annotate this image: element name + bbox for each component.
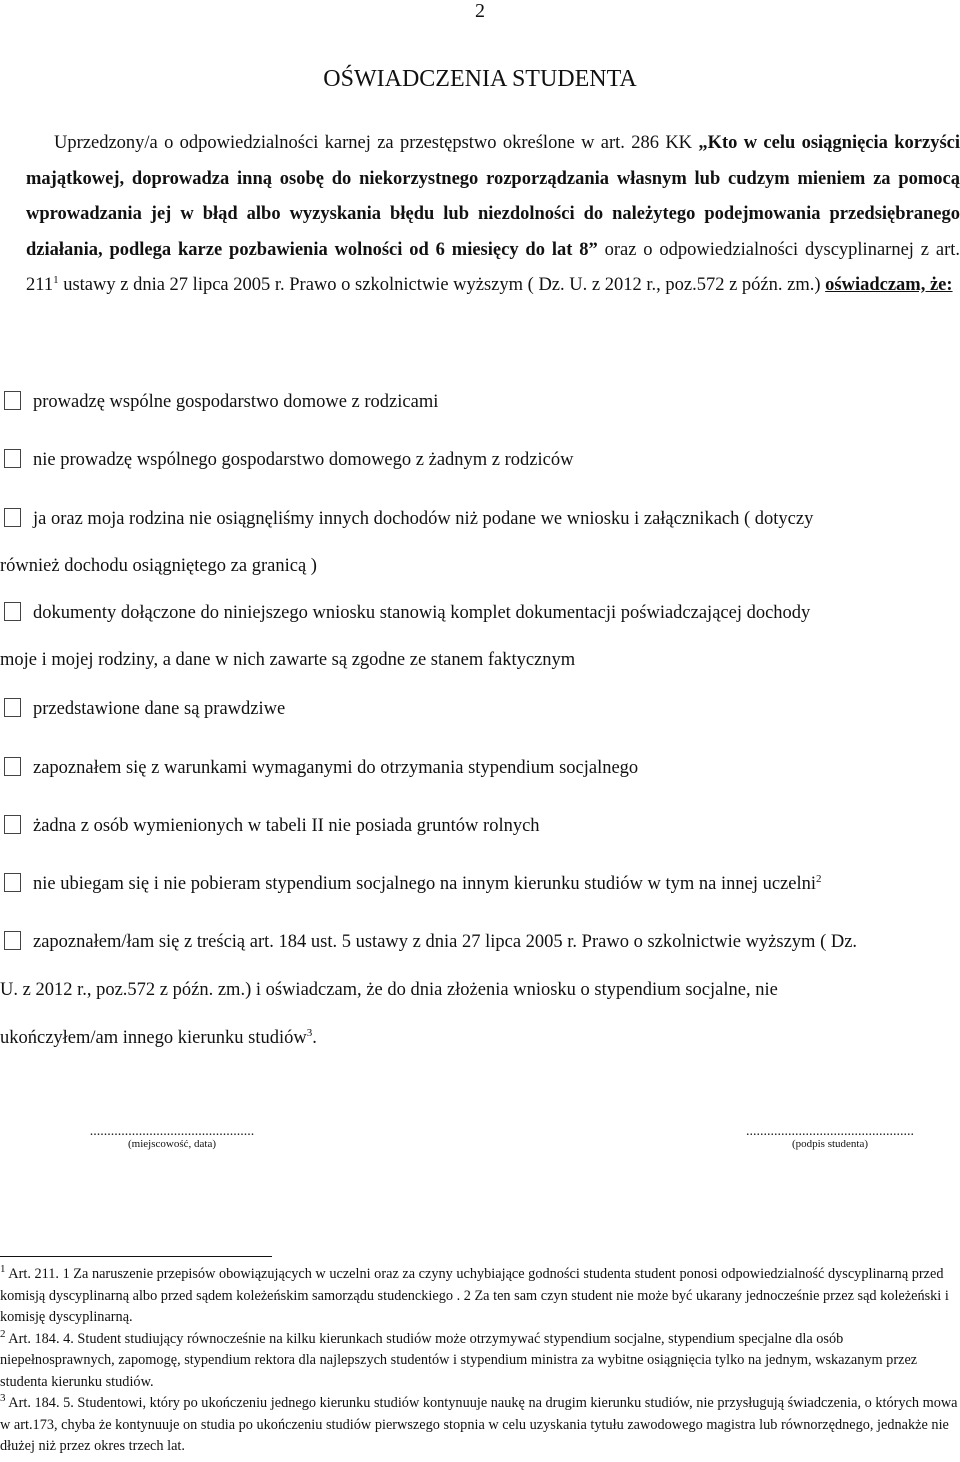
statement-item: [0, 918, 960, 1062]
statement-text-continued: U. z 2012 r., poz.572 z późn. zm.) i oświadczam, że do dnia złożenia wniosku o stypendium socjalne, nie: [0, 980, 778, 1000]
page-number: 2: [475, 0, 485, 22]
statement-item: [0, 685, 960, 733]
footnote-text: Art. 184. 5. Studentowi, który po ukończeniu jednego kierunku studiów kontynuuje naukę na drugim kierunku studiów, nie przysługują świadczenia, o których mowa w art.173, chyba że kontynuuje on studia po ukończeniu studiów pierwszego stopnia w celu uzyskania tytułu zawodowego magistra lub równorzędnego, jednakże nie dłużej niż przez okres trzech lat.: [0, 1395, 958, 1454]
statement-text: nie ubiegam się i nie pobieram stypendium socjalnego na innym kierunku studiów w tym na innej uczelni: [33, 874, 816, 894]
statement-checkbox[interactable]: [4, 391, 21, 410]
footnote-2: [0, 1329, 960, 1394]
statement-text: prowadzę wspólne gospodarstwo domowe z rodzicami: [33, 392, 439, 412]
statement-checkbox[interactable]: [4, 757, 21, 776]
intro-quote: „Kto w celu osiągnięcia korzyści majątkowej, doprowadza inną osobę do niekorzystnego rozporządzania własnym lub cudzym mieniem za pomocą wprowadzania jej w błąd albo wyzyskania błędu lub niezdolności do należytego podejmowania przedsiębranego działania, podlega karze pozbawienia wolności od 6 miesięcy do lat 8”: [26, 133, 960, 260]
footnote-number: 3: [0, 1392, 6, 1405]
page-title: OŚWIADCZENIA STUDENTA: [323, 66, 637, 92]
statement-text: nie prowadzę wspólnego gospodarstwo domowego z żadnym z rodziców: [33, 450, 574, 470]
statement-text-continued: również dochodu osiągniętego za granicą ): [0, 556, 317, 576]
statement-item: [0, 378, 960, 426]
footnote-ref-1[interactable]: 1: [53, 273, 59, 286]
intro-paragraph: [26, 126, 960, 304]
intro-part4: ustawy z dnia 27 lipca 2005 r. Prawo o szkolnictwie wyższym ( Dz. U. z 2012 r., poz.572 z późn. zm.): [58, 275, 826, 295]
statement-checkbox[interactable]: [4, 449, 21, 468]
statement-checkbox[interactable]: [4, 815, 21, 834]
declaration-lead: oświadczam, że:: [825, 275, 953, 295]
statement-text: zapoznałem się z warunkami wymaganymi do otrzymania stypendium socjalnego: [33, 758, 639, 778]
footnote-1: [0, 1264, 960, 1329]
statement-checkbox[interactable]: [4, 873, 21, 892]
statement-text: ja oraz moja rodzina nie osiągnęliśmy innych dochodów niż podane we wniosku i załącznikach ( dotyczy: [33, 509, 814, 529]
student-signature: [712, 1124, 948, 1150]
place-date-label: (miejscowość, data): [128, 1138, 216, 1150]
statement-checkbox[interactable]: [4, 508, 21, 527]
footnote-ref-2[interactable]: 2: [816, 872, 822, 885]
signature-label: (podpis studenta): [791, 1138, 869, 1150]
statement-checkbox[interactable]: [4, 602, 21, 621]
statement-text: dokumenty dołączone do niniejszego wniosku stanowią komplet dokumentacji poświadczającej dochody: [33, 603, 811, 623]
statement-item: [0, 436, 960, 484]
statement-checkbox[interactable]: [4, 931, 21, 950]
place-date-signature: [54, 1124, 290, 1150]
statement-item: [0, 744, 960, 792]
footnote-number: 1: [0, 1263, 6, 1276]
signature-line[interactable]: ................................................: [746, 1124, 914, 1139]
footnotes: [0, 1264, 960, 1458]
footnote-3: [0, 1393, 960, 1458]
statement-item: [0, 860, 960, 908]
intro-part1: Uprzedzony/a o odpowiedzialności karnej za przestępstwo określone w art. 286 KK: [54, 133, 699, 153]
intro-part3: oraz o odpowiedzialności dyscyplinarnej z art. 211: [26, 239, 960, 295]
statement-item: [0, 496, 960, 590]
footnote-ref-3[interactable]: 3: [306, 1026, 313, 1039]
statement-item: [0, 590, 960, 684]
statement-end: .: [312, 1028, 317, 1048]
statement-text: żadna z osób wymienionych w tabeli II nie posiada gruntów rolnych: [33, 816, 540, 836]
footnote-text: Art. 184. 4. Student studiujący równocześnie na kilku kierunkach studiów może otrzymywać stypendium socjalne, stypendium specjalne dla osób niepełnosprawnych, zapomogę, stypendium rektora dla najlepszych studentów i stypendium ministra za wybitne osiągnięcia tylko na jednym, wskazanym przez studenta kierunku studiów.: [0, 1330, 918, 1390]
statement-text: zapoznałem/łam się z treścią art. 184 ust. 5 ustawy z dnia 27 lipca 2005 r. Prawo o szkolnictwie wyższym ( Dz.: [33, 932, 858, 952]
statement-text-continued: ukończyłem/am innego kierunku studiów: [0, 1028, 307, 1048]
place-date-line[interactable]: ...............................................: [89, 1124, 255, 1139]
statement-text: przedstawione dane są prawdziwe: [33, 699, 286, 719]
footnote-number: 2: [0, 1327, 6, 1340]
footnote-text: Art. 211. 1 Za naruszenie przepisów obowiązujących w uczelni oraz za czyny uchybiające godności studenta student ponosi odpowiedzialność dyscyplinarną przed komisją dyscyplinarną albo przed sądem koleżeńskim samorządu studenckiego . 2 Za ten sam czyn student nie może być ukarany jednocześnie przez sąd koleżeński i komisję dyscyplinarną.: [0, 1266, 949, 1325]
statement-text-continued: moje i mojej rodziny, a dane w nich zawarte są zgodne ze stanem faktycznym: [0, 650, 576, 670]
footnote-separator: [0, 1256, 272, 1257]
statement-checkbox[interactable]: [4, 698, 21, 717]
statement-item: [0, 802, 960, 850]
